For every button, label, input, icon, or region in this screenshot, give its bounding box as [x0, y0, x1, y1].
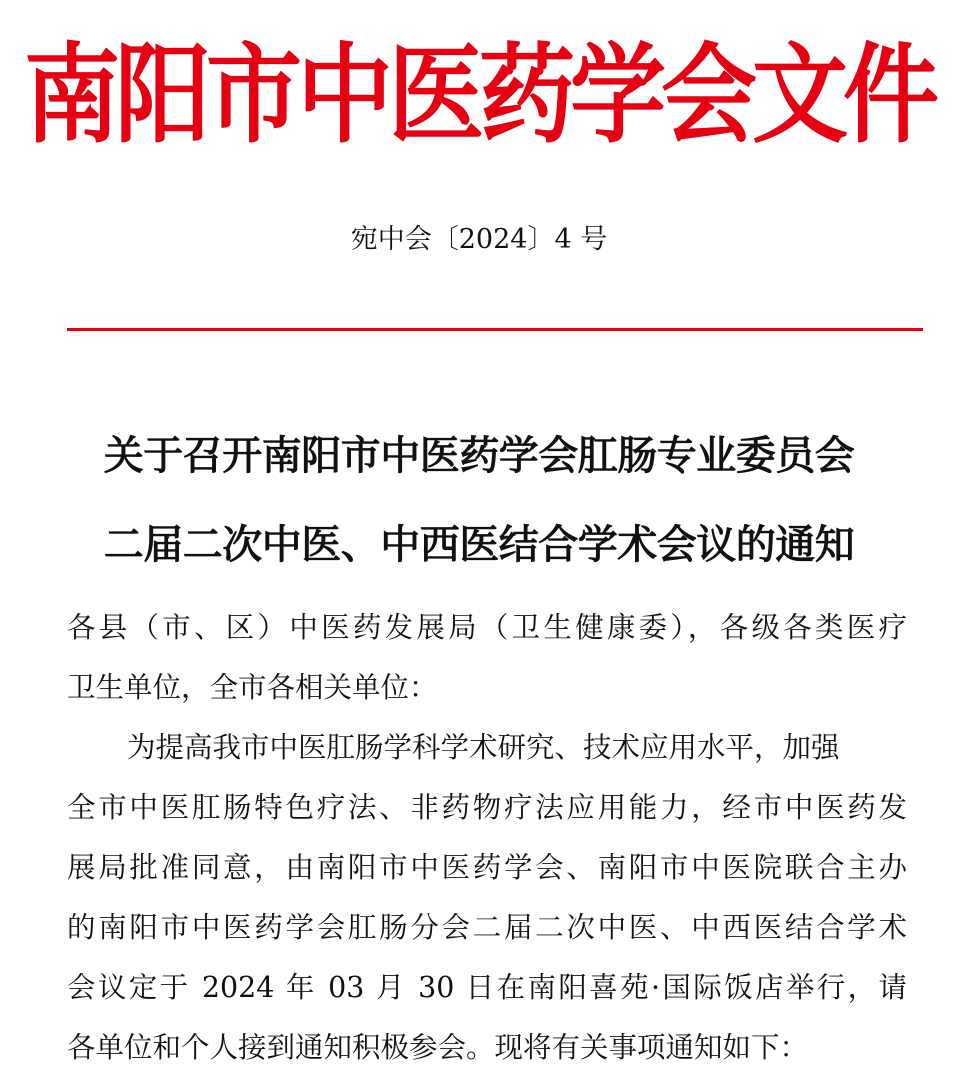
body-paragraph-line-5: 会议定于 2024 年 03 月 30 日在南阳喜苑·国际饭店举行，请 — [67, 971, 907, 1004]
red-divider-line — [67, 328, 923, 331]
body-paragraph-line-6: 各单位和个人接到通知积极参会。现将有关事项通知如下： — [67, 1031, 809, 1064]
document-number: 宛中会〔2024〕4 号 — [350, 224, 608, 255]
body-paragraph-line-2: 全市中医肛肠特色疗法、非药物疗法应用能力，经市中医药发 — [67, 791, 907, 824]
salutation-line-1: 各县（市、区）中医药发展局（卫生健康委），各级各类医疗 — [67, 611, 907, 644]
document-masthead: 南阳市中医药学会文件 — [24, 32, 934, 158]
notice-title-line-2: 二届二次中医、中西医结合学术会议的通知 — [103, 522, 855, 568]
body-paragraph-line-1: 为提高我市中医肛肠学科学术研究、技术应用水平，加强 — [127, 731, 840, 764]
body-paragraph-line-4: 的南阳市中医药学会肛肠分会二届二次中医、中西医结合学术 — [67, 911, 907, 944]
body-paragraph-line-3: 展局批准同意，由南阳市中医药学会、南阳市中医院联合主办 — [67, 851, 907, 884]
notice-title-line-1: 关于召开南阳市中医药学会肛肠专业委员会 — [103, 433, 855, 479]
salutation-line-2: 卫生单位，全市各相关单位： — [67, 671, 438, 704]
